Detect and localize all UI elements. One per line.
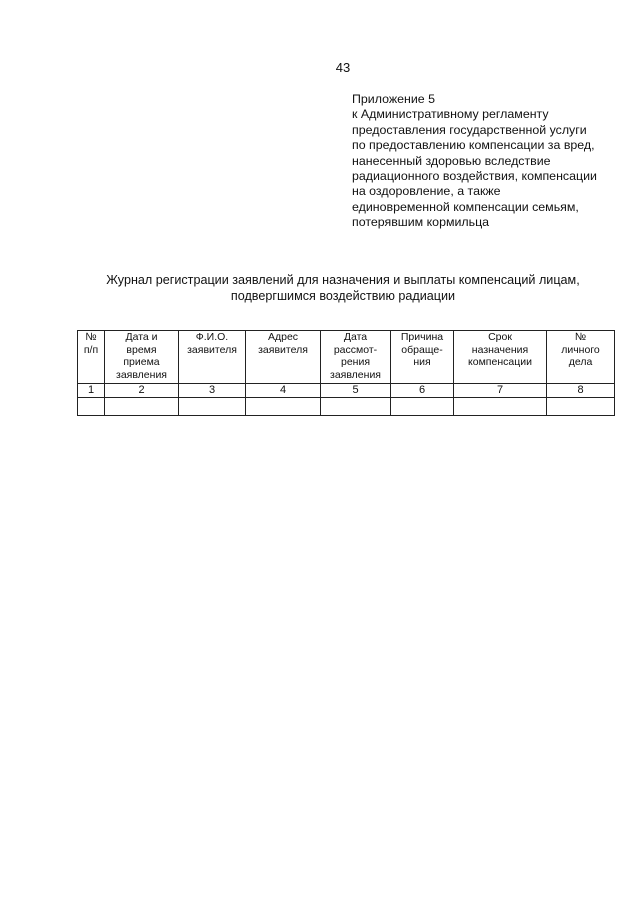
empty-cell (179, 398, 246, 416)
header-cell-reason: Причина обраще- ния (391, 331, 454, 384)
column-number: 5 (321, 384, 391, 398)
header-cell-term: Срок назначения компенсации (454, 331, 547, 384)
appendix-line: Приложение 5 (352, 92, 436, 106)
appendix-line: предоставления государственной услуги (352, 122, 587, 137)
appendix-line: к Административному регламенту (352, 107, 549, 122)
empty-cell (105, 398, 179, 416)
column-number: 3 (179, 384, 246, 398)
page-number: 43 (335, 60, 351, 75)
appendix-header (352, 92, 632, 231)
column-number: 2 (105, 384, 179, 398)
journal-title-line1: Журнал регистрации заявлений для назначения и выплаты компенсаций лицам, (106, 273, 580, 287)
appendix-line: нанесенный здоровью вследствие (352, 153, 551, 168)
empty-cell (78, 398, 105, 416)
empty-cell (391, 398, 454, 416)
table-header-row (78, 331, 615, 384)
appendix-line: на оздоровление, а также (352, 184, 501, 199)
header-cell-review-date: Дата рассмот- рения заявления (321, 331, 391, 384)
empty-cell (321, 398, 391, 416)
column-number: 4 (246, 384, 321, 398)
column-number: 7 (454, 384, 547, 398)
appendix-line: по предоставлению компенсации за вред, (352, 138, 595, 153)
column-number: 6 (391, 384, 454, 398)
header-cell-applicant-name: Ф.И.О. заявителя (179, 331, 246, 384)
appendix-line: потерявшим кормильца (352, 215, 490, 230)
journal-title-line2: подвергшимся воздействию радиации (230, 289, 456, 303)
table-column-number-row (78, 384, 615, 398)
column-number: 1 (78, 384, 105, 398)
journal-title (0, 272, 640, 304)
empty-cell (547, 398, 615, 416)
column-number: 8 (547, 384, 615, 398)
empty-cell (454, 398, 547, 416)
registration-table (77, 330, 615, 416)
header-cell-received-date: Дата и время приема заявления (105, 331, 179, 384)
empty-cell (246, 398, 321, 416)
header-cell-number: № п/п (78, 331, 105, 384)
header-cell-applicant-address: Адрес заявителя (246, 331, 321, 384)
appendix-line: радиационного воздействия, компенсации (352, 169, 597, 184)
header-cell-case-number: № личного дела (547, 331, 615, 384)
appendix-line: единовременной компенсации семьям, (352, 199, 579, 214)
table-empty-row (78, 398, 615, 416)
